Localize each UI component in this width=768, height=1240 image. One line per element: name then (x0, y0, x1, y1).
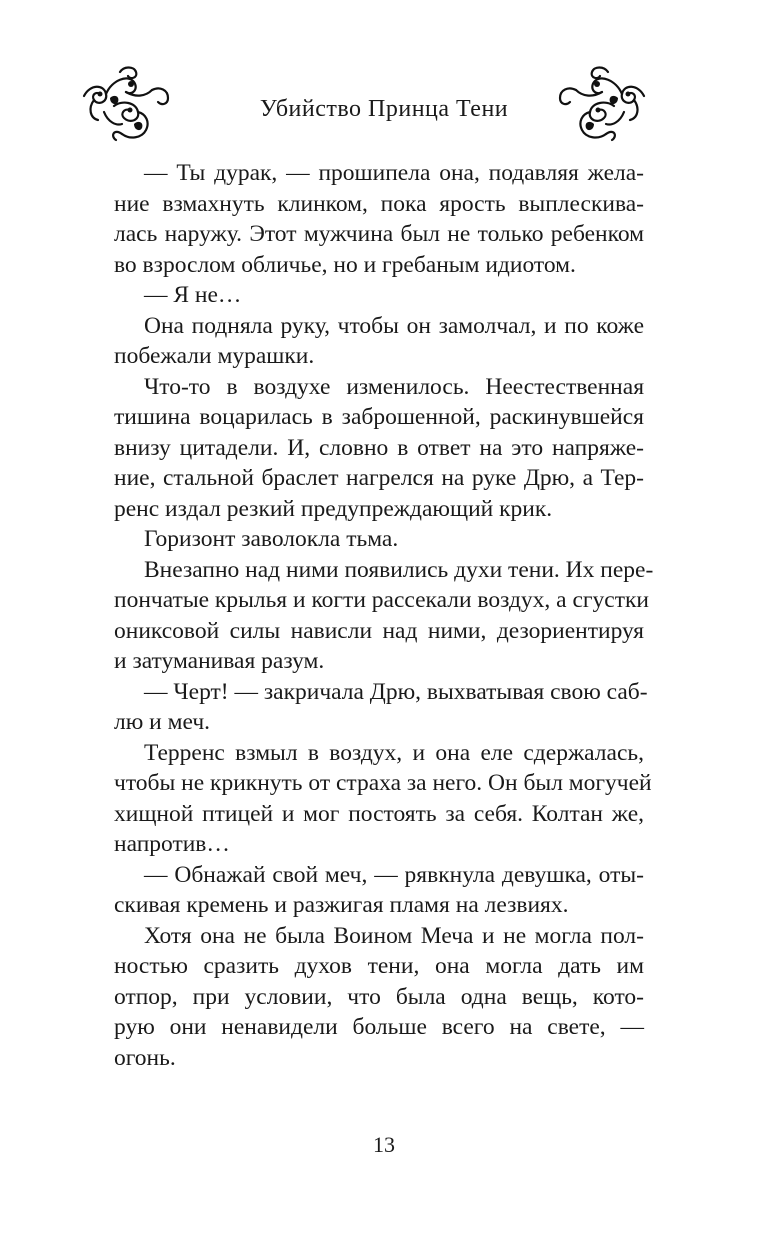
text-line: тишина воцарилась в заброшенной, раскинувшейся (114, 404, 644, 430)
text-line: лась наружу. Этот мужчина был не только ребенком (114, 221, 644, 247)
text-line: ние взмахнуть клинком, пока ярость выплескива- (114, 190, 644, 217)
text-line: скивая кремень и разжигая пламя на лезвиях. (114, 892, 569, 918)
text-line: ние, стальной браслет нагрелся на руке Дрю, а Тер- (114, 465, 644, 491)
text-line: чтобы не крикнуть от страха за него. Он был могучей (114, 770, 652, 796)
text-line: и затуманивая разум. (114, 648, 325, 674)
text-line: рую они ненавидели больше всего на свете, — (114, 1014, 644, 1040)
text-line: огонь. (114, 1044, 176, 1071)
running-header (0, 62, 768, 152)
text-line: ностью сразить духов тени, она могла дать им (114, 953, 644, 979)
text-line: Внезапно над ними появились духи тени. Их пере- (144, 556, 654, 583)
text-line: Горизонт заволокла тьма. (144, 526, 399, 552)
body-text (114, 158, 654, 1073)
floral-ornament-icon (552, 62, 652, 144)
text-line: лю и меч. (114, 709, 211, 735)
page-number: 13 (373, 1132, 395, 1157)
text-line: Терренс взмыл в воздух, и она еле сдержалась, (144, 739, 644, 766)
text-line: ониксовой силы нависли над ними, дезориентируя (114, 617, 644, 644)
text-line: — Обнажай свой меч, — рявкнула девушка, оты- (144, 861, 644, 888)
text-line: Она подняла руку, чтобы он замолчал, и по коже (144, 312, 644, 339)
text-line: пончатые крылья и когти рассекали воздух, а сгустки (114, 587, 649, 613)
text-line: напротив… (114, 831, 230, 857)
text-line: — Я не… (144, 282, 242, 308)
text-line: Хотя она не была Воином Меча и не могла пол- (144, 922, 644, 949)
text-line: ренс издал резкий предупреждающий крик. (114, 495, 553, 522)
text-line: — Черт! — закричала Дрю, выхватывая свою саб- (144, 678, 648, 705)
running-title: Убийство Принца Тени (259, 96, 509, 122)
text-line: — Ты дурак, — прошипела она, подавляя жела- (144, 160, 644, 186)
text-line: внизу цитадели. И, словно в ответ на это напряже- (114, 434, 644, 461)
text-line: Что-то в воздухе изменилось. Неестественная (144, 373, 644, 400)
text-line: побежали мурашки. (114, 343, 315, 369)
text-line: отпор, при условии, что была одна вещь, кото- (114, 983, 644, 1010)
text-line: во взрослом обличье, но и гребаным идиотом. (114, 251, 576, 278)
text-line: хищной птицей и мог постоять за себя. Колтан же, (114, 800, 644, 827)
